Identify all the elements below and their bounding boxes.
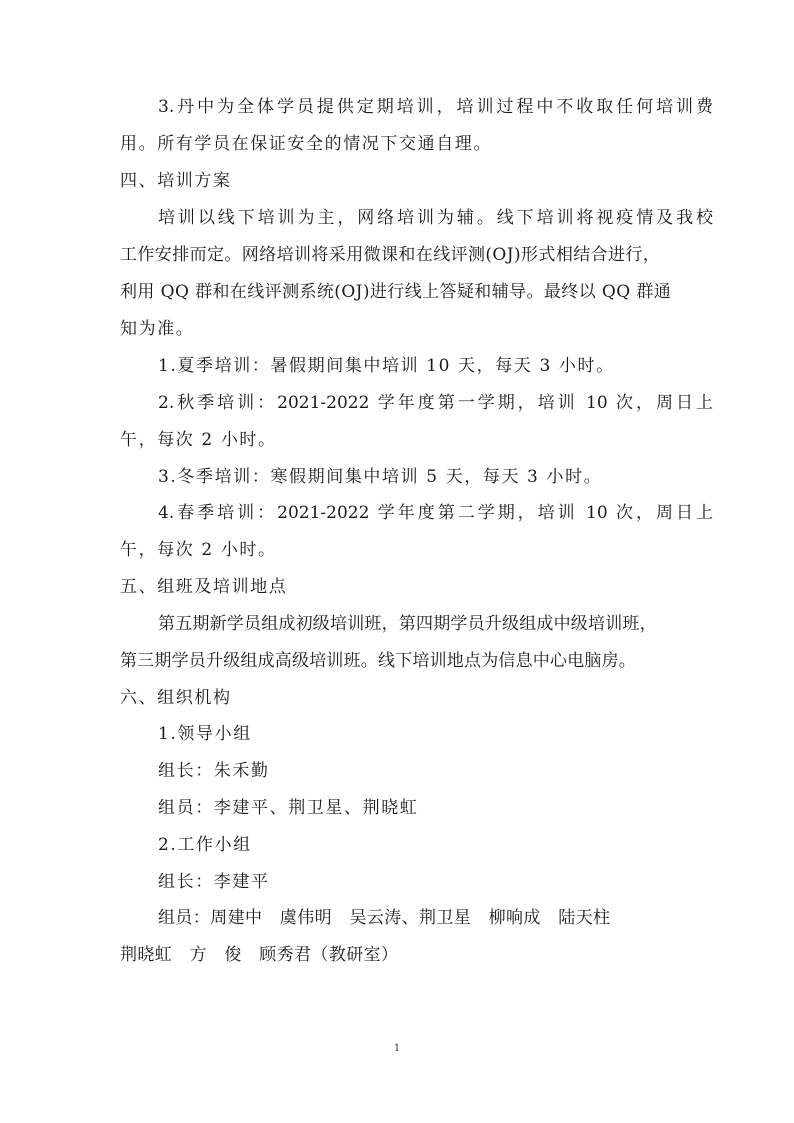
paragraph-line: 3.丹中为全体学员提供定期培训，培训过程中不收取任何培训费: [158, 97, 713, 117]
group-members: 组员：李建平、荆卫星、荆晓虹: [158, 798, 419, 818]
list-item: 3.冬季培训：寒假期间集中培训 5 天，每天 3 小时。: [158, 467, 603, 487]
group-members-continued: 荆晓虹 方 俊 顾秀君（教研室）: [120, 945, 399, 965]
paragraph-line: 工作安排而定。网络培训将采用微课和在线评测(OJ)形式相结合进行，: [120, 245, 661, 265]
list-item: 4.春季培训：2021-2022 学年度第二学期，培训 10 次，周日上: [158, 503, 713, 523]
list-item: 1.夏季培训：暑假期间集中培训 10 天，每天 3 小时。: [158, 356, 615, 376]
list-item-continued: 午，每次 2 小时。: [120, 540, 277, 560]
list-item: 2.秋季培训：2021-2022 学年度第一学期，培训 10 次，周日上: [158, 393, 713, 413]
paragraph-line: 第三期学员升级组成高级培训班。线下培训地点为信息中心电脑房。: [120, 651, 636, 671]
subsection-heading: 2.工作小组: [158, 835, 252, 855]
section-heading: 四、培训方案: [120, 171, 232, 191]
subsection-heading: 1.领导小组: [158, 724, 252, 744]
paragraph-line: 用。所有学员在保证安全的情况下交通自理。: [120, 134, 492, 154]
paragraph-line: 知为准。: [120, 319, 195, 339]
group-leader: 组长：李建平: [158, 872, 270, 892]
group-leader: 组长：朱禾勤: [158, 761, 270, 781]
paragraph-line: 培训以线下培训为主，网络培训为辅。线下培训将视疫情及我校: [158, 208, 713, 228]
list-item-continued: 午，每次 2 小时。: [120, 430, 277, 450]
group-members: 组员：周建中 虞伟明 吴云涛、荆卫星 柳响成 陆天柱: [158, 908, 611, 928]
paragraph-line: 第五期新学员组成初级培训班，第四期学员升级组成中级培训班，: [158, 614, 657, 634]
section-heading: 六、组织机构: [120, 688, 232, 708]
section-heading: 五、组班及培训地点: [120, 577, 288, 597]
paragraph-line: 利用 QQ 群和在线评测系统(OJ)进行线上答疑和辅导。最终以 QQ 群通: [120, 282, 672, 302]
page-number: 1: [393, 1043, 401, 1054]
